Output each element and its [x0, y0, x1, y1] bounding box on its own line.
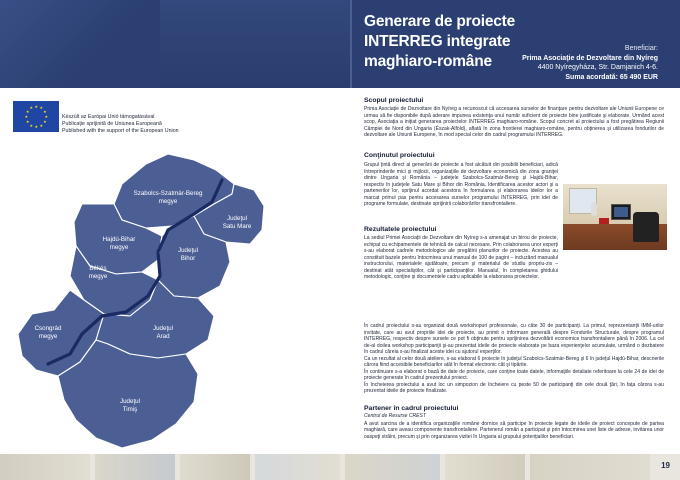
text-rezultate-4: În continuare s-a elaborat o bază de date de proiecte, care conţine toate datele, informaţiile detaliate referitoare la cele 24 de idei de proiecte generate în cadrul prezentului proiect.	[364, 368, 664, 382]
eu-star-icon: ★	[34, 104, 39, 109]
heading-continut: Conţinutul proiectului	[364, 152, 435, 159]
section-scopul	[364, 97, 664, 139]
text-rezultate-3: Ca un rezultat al celor două ateliere, s-au elaborat 6 proiecte în judeţul Szabolcs-Szatmár-Bereg şi 6 în judeţul Hajdú-Bihar, descrierile cărora fiind accesibile beneficiarilor atât în format electronic cât şi tipărite.	[364, 355, 664, 369]
map-label-bekes: Békés megye	[88, 265, 108, 280]
title-line-1: Generare de proiecte	[364, 13, 516, 30]
beneficiary-address: 4400 Nyíregyháza, Str. Damjanich 4-6.	[537, 64, 658, 72]
section-continut	[364, 161, 558, 208]
region-map	[18, 150, 340, 454]
eu-star-icon: ★	[29, 122, 34, 128]
partener-name: Centrul de Resurse CREST	[364, 413, 426, 419]
text-partener: A avut sarcina de a identifica organizaţiile române dornice să participe în proiecte legate de ideile de proiect concepute de partea maghiară, care aveau componente transfrontaliere. Partenerul român a participat şi prin întocmirea unei liste de adrese, invitarea unor oaspeţi străini, precum şi prin organizarea vizitei în Ungaria al grupului potenţialilor beneficiari.	[364, 420, 664, 440]
header-texture-left	[0, 0, 160, 88]
map-label-szabolcs: Szabolcs-Szatmár-Bereg megye	[133, 190, 203, 205]
eu-star-icon: ★	[25, 109, 30, 114]
map-label-arad: Judeţul Arad	[153, 325, 173, 340]
eu-credits	[62, 114, 179, 134]
section-rezultate	[364, 226, 558, 281]
eu-credit-hu: Készült az Európai Unió támogatásával	[62, 114, 155, 120]
text-rezultate-5: În încheierea proiectului a avut loc un simpozion de încheiere cu peste 50 de participanţi din cele două ţări, în faţa cărora s-au prezentat ideile de proiecte finalizate.	[364, 381, 664, 395]
eu-flag-icon	[13, 101, 59, 132]
beneficiary-sum: Suma acordată: 65 490 EUR	[565, 73, 658, 81]
map-label-bihor: Judeţul Bihor	[178, 247, 198, 262]
title-line-2: INTERREG integrate	[364, 33, 511, 50]
section-partener	[364, 405, 664, 440]
title-line-3: maghiaro-române	[364, 53, 492, 70]
eu-credit-ro: Publicaţie sprijinită de Uniunea Europeană	[62, 120, 162, 127]
eu-credit-en: Published with the support of the European Union	[62, 127, 179, 134]
text-rezultate-1: La sediul Primei Asociaţii de Dezvoltare din Nyíreg s-a amenajat un birou de proiecte, echipat cu echipamentele de tehnică de calcul necesare. Prin colaborarea unor experţi s-au elaborat cadrele metodologice ale pregătirii planurilor de proiecte. Acestea au constituit bazele pentru întocmirea unui manual de 100 de pagini – incluzând manualul instructorului, materialele ajutătoare, precum şi materialul de studiu propriu-zis – destinat atât specialiştilor, cât şi participanţilor. Manualul, în completarea ghidului metodologic, conţine şi documentele cadru aplicabile la elaborarea proiectelor.	[364, 235, 558, 281]
eu-star-icon: ★	[39, 122, 44, 128]
monitor-icon	[611, 204, 631, 220]
eu-star-icon: ★	[24, 114, 29, 119]
section-continut-heading	[364, 152, 664, 160]
text-scopul: Prima Asociaţie de Dezvoltare din Nyíreg a recunoscut că accesarea surselor de finanţare pentru dezvoltare ale Uniunii Europene ce urmau să fie disponibile după aderare impunea existenţa unui număr suficient de proiecte bine justificate şi elaborate. Urmând acest scop, Asociaţia a iniţiat generarea proiectelor INTERREG maghiaro-române. Scopul concret al proiectului a fost pregătirea Regiunii Câmpiei de Nord din Ungaria (Észak-Alföld), aflată în zona frontierei maghiaro-române, pentru obţinerea şi utilizarea fondurilor de dezvoltare ale Uniunii Europene, în mod special celor din cadrul programului INTERREG.	[364, 106, 664, 139]
beneficiary-label: Beneficiar:	[624, 45, 658, 52]
eu-star-icon: ★	[39, 105, 44, 111]
eu-star-icon: ★	[34, 124, 39, 129]
header-texture-middle	[160, 0, 350, 88]
beneficiary-block	[448, 44, 658, 82]
eu-star-icon: ★	[44, 114, 49, 119]
eu-star-icon: ★	[25, 119, 30, 124]
map-label-hajdu-bihar: Hajdú-Bihar megye	[102, 236, 136, 251]
heading-rezultate: Rezultatele proiectului	[364, 226, 437, 233]
map-label-csongrad: Csongrád megye	[34, 325, 62, 340]
map-label-satu-mare: Judeţul Satu Mare	[222, 215, 252, 230]
page-number: 19	[661, 461, 670, 470]
office-photo	[563, 184, 667, 250]
map-label-timis: Judeţul Timiş	[120, 398, 140, 413]
eu-star-icon: ★	[29, 105, 34, 111]
eu-star-icon: ★	[43, 119, 47, 124]
eu-star-icon: ★	[43, 109, 47, 114]
beneficiary-name: Prima Asociaţie de Dezvoltare din Nyíreg	[522, 54, 658, 62]
section-rezultate-cont	[364, 323, 664, 395]
text-rezultate-2: În cadrul proiectului s-au organizat două workshopuri profesionale, cu câte 30 de participanţi. La primul, reprezentanţii IMM-urilor invitate, care au avut propriile idei de proiecte, au primit o informare generală despre Fondurile Structurale, despre programul INTERREG, respectiv despre sursele ce pot fi obţinute pentru sprijinirea dezvoltării economice transfrontaliere până în 2006. La cel de-al doilea workshop participanţii şi-au prezentat ideile de proiecte elaborate pe baza experienţelor acumulate, urmând o dezbatere în cadrul căreia s-au finalizat aceste idei cu ajutorul experţilor.	[364, 323, 664, 356]
text-continut: Grupul ţintă direct al generării de proiecte a fost alcătuit din posibilii beneficiari, adică întreprinderile mici şi mijlocii, organizaţiile de dezvoltare economică din zona graniţei dintre Ungaria şi România – judeţele Szabolcs-Szatmár-Bereg şi Hajdú-Bihar, respectiv în judeţele Satu Mare şi Bihor din România. Identificarea acestor actori şi a partenerilor lor, sprijinul acordat acestora în formularea şi elaborarea ideilor lor a marcat primul pas pentru accesarea surselor programului INTERREG, prin idei de programe formulate, destinate sprijinirii colaborărilor transfrontaliere.	[364, 162, 558, 208]
header-divider	[350, 0, 352, 88]
heading-partener: Partener în cadrul proiectului	[364, 405, 459, 412]
footer-photo-strip	[0, 454, 680, 480]
heading-scopul: Scopul proiectului	[364, 97, 424, 104]
